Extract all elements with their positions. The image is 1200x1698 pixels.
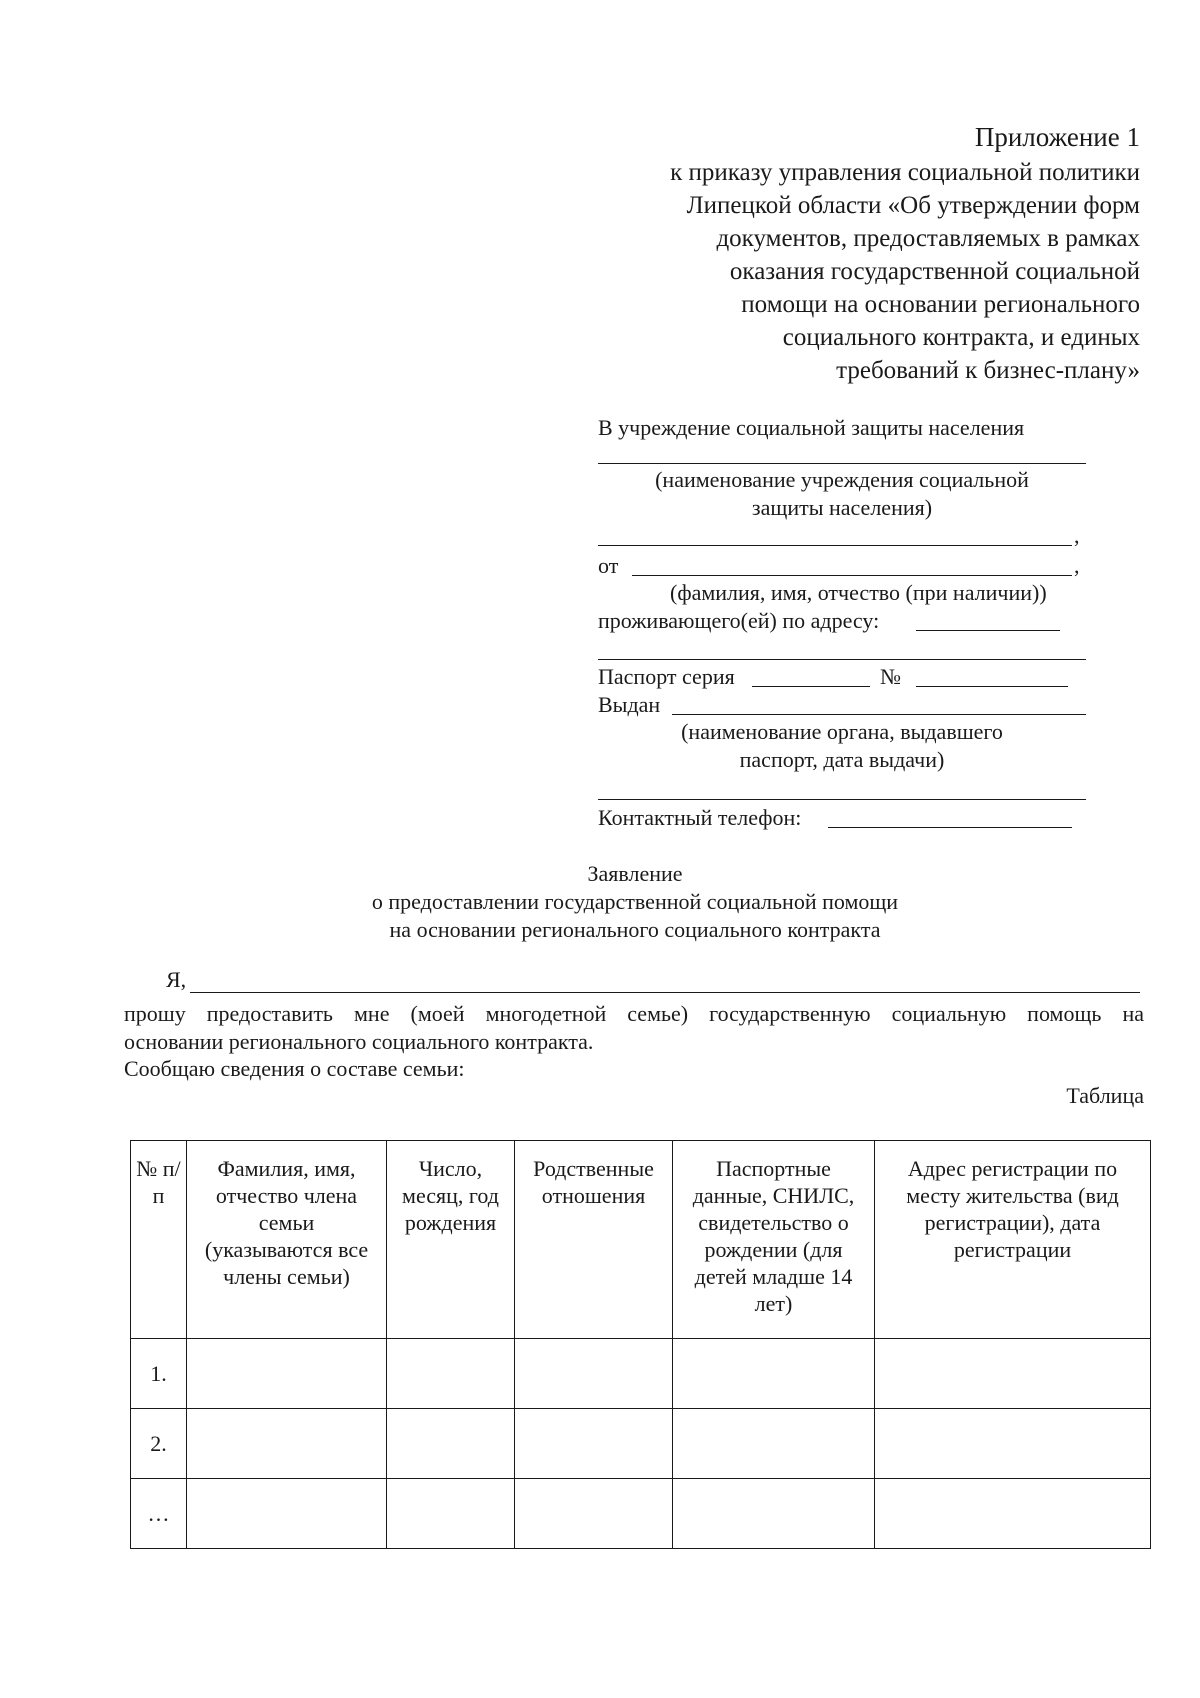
table-header-row (131, 1141, 1151, 1339)
column-header-fio: Фамилия, имя, отчество члена семьи (указываются все члены семьи) (187, 1141, 387, 1339)
comma: , (1074, 553, 1080, 578)
appendix-line: документов, предоставляемых в рамках (716, 225, 1140, 252)
table-cell[interactable] (515, 1479, 673, 1549)
passport-issuer-field[interactable] (672, 714, 1086, 715)
passport-number-field[interactable] (916, 686, 1068, 687)
appendix-line: оказания государственной социальной (729, 258, 1140, 285)
phone-field[interactable] (828, 827, 1072, 828)
table-cell[interactable] (673, 1339, 875, 1409)
row-number: 2. (131, 1409, 187, 1479)
institution-field[interactable] (598, 463, 1086, 464)
table-cell[interactable] (387, 1339, 515, 1409)
passport-series-field[interactable] (752, 686, 870, 687)
passport-number-label: № (880, 664, 901, 689)
address-field-extra[interactable] (598, 659, 1086, 660)
address-field[interactable] (916, 630, 1060, 631)
comma: , (1074, 523, 1080, 548)
family-composition-table (130, 1140, 1151, 1549)
phone-label: Контактный телефон: (598, 805, 802, 830)
applicant-fio-field[interactable] (632, 575, 1072, 576)
statement-subtitle: на основании регионального социального контракта (389, 917, 881, 942)
table-cell[interactable] (673, 1409, 875, 1479)
residence-label: проживающего(ей) по адресу: (598, 608, 880, 633)
table-row (131, 1339, 1151, 1409)
table-cell[interactable] (875, 1409, 1151, 1479)
statement-title: Заявление (587, 861, 683, 886)
table-cell[interactable] (187, 1409, 387, 1479)
statement-header (0, 860, 1200, 944)
institution-field-extra[interactable] (598, 545, 1072, 546)
table-cell[interactable] (387, 1409, 515, 1479)
table-cell[interactable] (515, 1339, 673, 1409)
request-text: основании регионального социального контракта. (124, 1029, 594, 1054)
table-row (131, 1479, 1151, 1549)
appendix-title: Приложение 1 (974, 122, 1140, 152)
column-header-documents: Паспортные данные, СНИЛС, свидетельство о рождении (для детей младше 14 лет) (673, 1141, 875, 1339)
column-header-number: № п/п (131, 1141, 187, 1339)
appendix-line: требований к бизнес-плану» (836, 357, 1140, 384)
from-label: от (598, 553, 619, 578)
request-text: прошу предоставить мне (моей многодетной семье) государственную социальную помощь на (124, 1001, 1144, 1026)
table-caption: Таблица (1066, 1083, 1144, 1108)
issuer-hint: паспорт, дата выдачи) (739, 747, 945, 772)
applicant-name-field[interactable] (190, 992, 1140, 993)
table-row (131, 1409, 1151, 1479)
statement-subtitle: о предоставлении государственной социальной помощи (371, 889, 899, 914)
table-cell[interactable] (673, 1479, 875, 1549)
passport-issuer-field-extra[interactable] (598, 799, 1086, 800)
row-number: … (131, 1479, 187, 1549)
appendix-block (580, 118, 1140, 387)
table-cell[interactable] (187, 1339, 387, 1409)
issuer-hint: (наименование органа, выдавшего (681, 719, 1003, 744)
table-cell[interactable] (387, 1479, 515, 1549)
table-cell[interactable] (515, 1409, 673, 1479)
column-header-relationship: Родственные отношения (515, 1141, 673, 1339)
column-header-birthdate: Число, месяц, год рождения (387, 1141, 515, 1339)
family-intro: Сообщаю сведения о составе семьи: (124, 1056, 465, 1081)
appendix-line: Липецкой области «Об утверждении форм (686, 192, 1140, 219)
institution-hint: (наименование учреждения социальной (655, 467, 1029, 492)
institution-hint: защиты населения) (751, 495, 933, 520)
appendix-line: помощи на основании регионального (741, 291, 1140, 318)
issued-label: Выдан (598, 692, 661, 717)
table-cell[interactable] (187, 1479, 387, 1549)
table-cell[interactable] (875, 1479, 1151, 1549)
appendix-line: к приказу управления социальной политики (670, 159, 1140, 186)
appendix-line: социального контракта, и единых (782, 324, 1140, 351)
table-cell[interactable] (875, 1339, 1151, 1409)
passport-series-label: Паспорт серия (598, 664, 735, 689)
column-header-address: Адрес регистрации по месту жительства (вид регистрации), дата регистрации (875, 1141, 1151, 1339)
to-institution-label: В учреждение социальной защиты населения (598, 415, 1025, 440)
fio-hint: (фамилия, имя, отчество (при наличии)) (670, 580, 1047, 605)
row-number: 1. (131, 1339, 187, 1409)
i-label: Я, (166, 967, 187, 992)
